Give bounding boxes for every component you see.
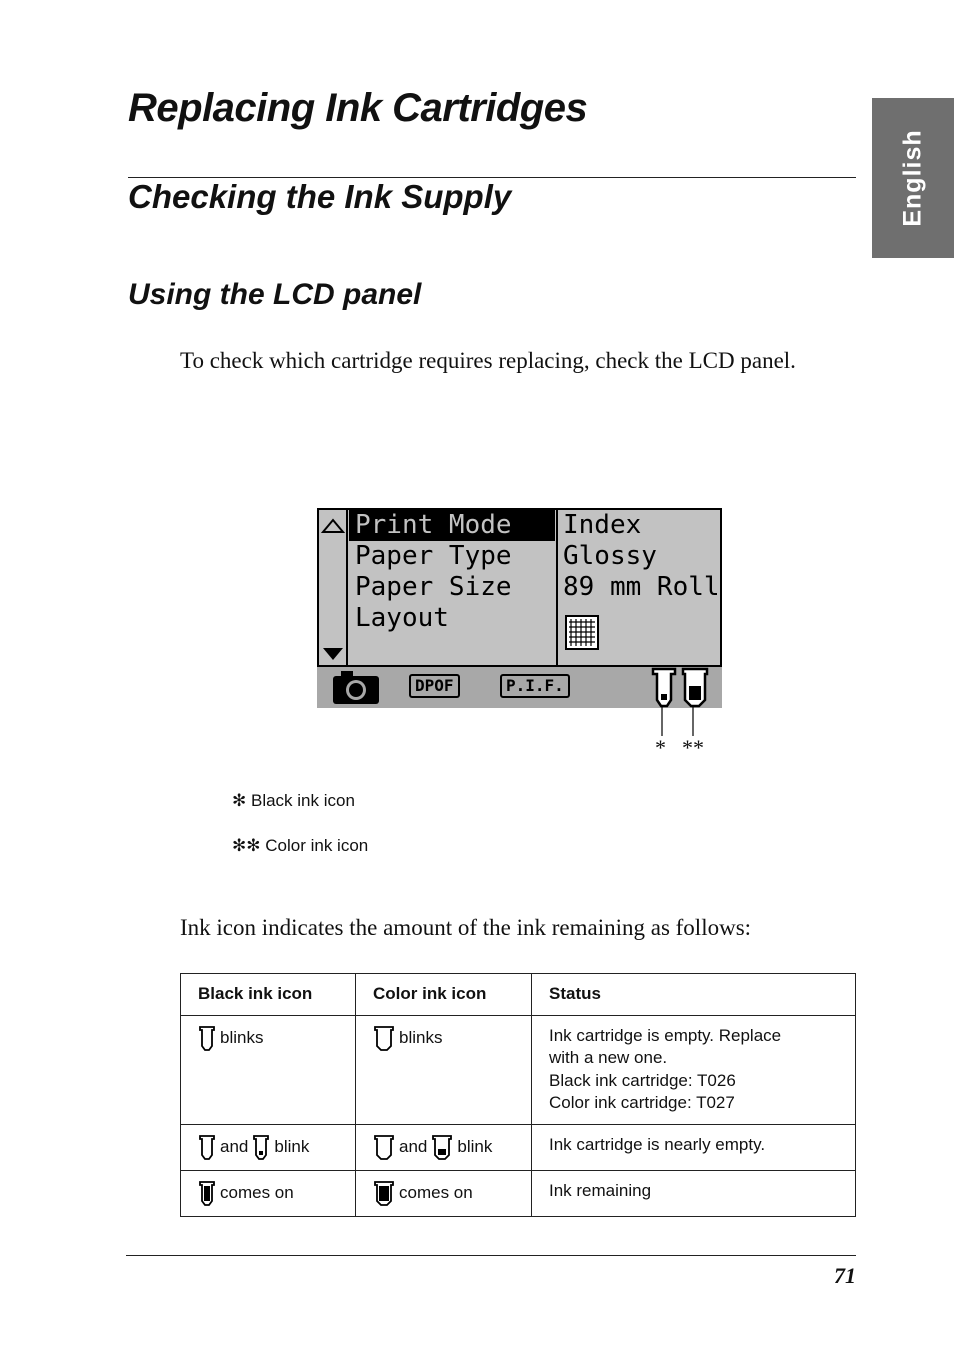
color-ink-empty-icon <box>373 1134 395 1161</box>
dpof-icon: DPOF <box>409 674 460 698</box>
color-ink-low-icon <box>431 1134 453 1161</box>
table-cell <box>532 1170 856 1216</box>
table-cell <box>181 1170 356 1216</box>
status-line: with a new one. <box>549 1048 668 1067</box>
footer-divider <box>126 1255 856 1256</box>
lcd-value: Glossy <box>563 541 657 571</box>
color-ink-level-icon <box>680 666 710 708</box>
cell-text: and <box>399 1136 428 1156</box>
note-color-ink <box>232 836 368 856</box>
lcd-menu-item: Paper Size <box>355 572 512 602</box>
callout-color-marker: ** <box>682 735 704 760</box>
note-mark: ✻ <box>232 791 247 810</box>
page-number: 71 <box>834 1263 856 1288</box>
status-line: Color ink cartridge: T027 <box>549 1093 735 1112</box>
status-line: Ink cartridge is nearly empty. <box>549 1134 766 1154</box>
lcd-panel <box>317 508 722 708</box>
cell-text: and <box>220 1136 249 1156</box>
ink-status-table <box>180 973 856 1217</box>
table-cell <box>532 1015 856 1124</box>
table-row <box>181 1015 856 1124</box>
status-line: Black ink cartridge: T026 <box>549 1070 736 1090</box>
camera-card-icon <box>331 668 383 706</box>
note-black-ink <box>232 791 355 811</box>
table-cell <box>356 1015 532 1124</box>
table-cell <box>356 1170 532 1216</box>
column-header: Status <box>532 974 856 1016</box>
color-ink-empty-icon <box>373 1025 395 1052</box>
intro-paragraph: To check which cartridge requires replacing, check the LCD panel. <box>180 348 796 373</box>
black-ink-low-icon <box>252 1134 270 1161</box>
black-ink-empty-icon <box>198 1025 216 1052</box>
table-intro: Ink icon indicates the amount of the ink remaining as follows: <box>180 915 752 940</box>
cell-text: blinks <box>220 1027 264 1047</box>
callout-lines <box>650 706 700 738</box>
scroll-up-arrow-icon <box>319 512 349 542</box>
lcd-value: 89 mm Roll <box>563 572 720 602</box>
color-ink-full-icon <box>373 1180 395 1207</box>
lcd-menu-item: Paper Type <box>355 541 512 571</box>
note-text: Black ink icon <box>250 791 355 810</box>
lcd-menu-item: Layout <box>355 603 449 633</box>
table-cell <box>181 1124 356 1170</box>
lcd-menu-item-selected: Print Mode <box>349 510 555 541</box>
status-line: Ink remaining <box>549 1180 652 1200</box>
layout-grid-icon <box>565 615 601 651</box>
cell-text: blink <box>274 1136 310 1156</box>
cell-text: blink <box>457 1136 493 1156</box>
table-row <box>181 1170 856 1216</box>
note-text: Color ink icon <box>265 836 369 855</box>
scroll-down-arrow-icon <box>319 642 349 666</box>
table-cell <box>356 1124 532 1170</box>
table-header-row <box>181 974 856 1016</box>
lcd-value: Index <box>563 510 642 540</box>
black-ink-empty-icon <box>198 1134 216 1161</box>
black-ink-full-icon <box>198 1180 216 1207</box>
language-tab-label: English <box>898 129 927 227</box>
status-line: Ink cartridge is empty. Replace <box>549 1025 782 1045</box>
subsection-heading: Using the LCD panel <box>128 278 422 311</box>
language-tab <box>872 98 954 258</box>
table-cell <box>532 1124 856 1170</box>
cell-text: blinks <box>399 1027 443 1047</box>
cell-text: comes on <box>220 1182 294 1202</box>
table-row <box>181 1124 856 1170</box>
column-header: Color ink icon <box>356 974 532 1016</box>
section-heading: Checking the Ink Supply <box>128 178 512 215</box>
column-header: Black ink icon <box>181 974 356 1016</box>
table-cell <box>181 1015 356 1124</box>
black-ink-level-icon <box>650 666 678 708</box>
note-mark: ✻✻ <box>232 836 261 855</box>
callout-black-marker: * <box>655 735 666 760</box>
page-title: Replacing Ink Cartridges <box>128 86 588 130</box>
cell-text: comes on <box>399 1182 473 1202</box>
pif-icon: P.I.F. <box>500 674 570 698</box>
